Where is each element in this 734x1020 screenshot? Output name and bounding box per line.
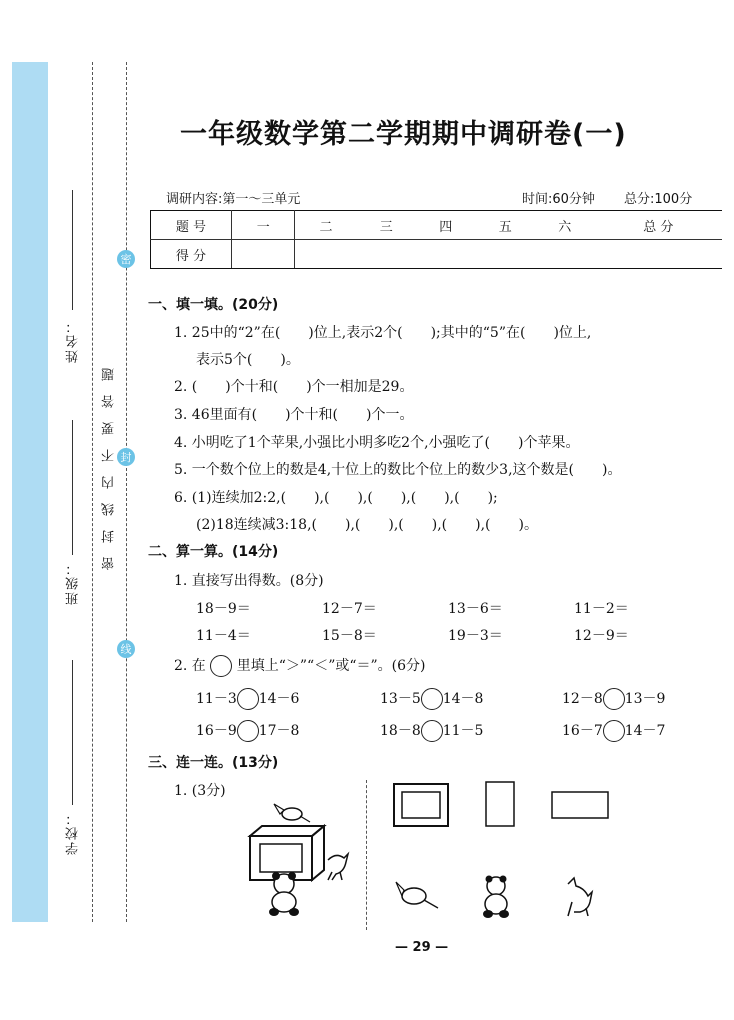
compare-right: 17－8	[258, 723, 300, 739]
section-heading: 三、连一连。(13分)	[148, 755, 279, 771]
cut-line	[92, 62, 93, 922]
compare-item	[196, 688, 299, 710]
bird-icon	[396, 882, 438, 908]
compare-right: 11－5	[442, 723, 484, 739]
compare-left: 11－3	[196, 691, 237, 707]
dog-icon	[568, 878, 592, 916]
table-header: 五	[476, 211, 536, 240]
seal-line	[126, 62, 127, 922]
compare-item	[562, 688, 665, 710]
question-line: 4. 小明吃了1个苹果,小强比小明多吃2个,小强吃了( )个苹果。	[174, 435, 580, 451]
compare-blank[interactable]	[603, 720, 625, 742]
calc-item: 11－2＝	[574, 601, 629, 617]
table-header: 四	[416, 211, 476, 240]
table-header: 六	[535, 211, 595, 240]
divider	[366, 780, 367, 930]
section-heading: 二、算一算。(14分)	[148, 544, 279, 560]
compare-item	[196, 720, 299, 742]
side-view-icon	[486, 782, 514, 826]
compare-blank[interactable]	[421, 720, 443, 742]
calc-item: 12－7＝	[322, 601, 377, 617]
question-line: 1. 25中的“2”在( )位上,表示2个( );其中的“5”在( )位上,	[174, 325, 592, 341]
score-cell[interactable]	[295, 240, 722, 269]
compare-right: 13－9	[624, 691, 666, 707]
compare-blank[interactable]	[237, 688, 259, 710]
dog-icon	[328, 854, 348, 880]
exam-time: 时间:60分钟	[522, 192, 595, 207]
name-line	[72, 190, 73, 310]
top-view-icon	[552, 792, 608, 818]
compare-right: 14－6	[258, 691, 300, 707]
panda-icon	[483, 876, 509, 919]
question-line: 1. 直接写出得数。(8分)	[174, 573, 324, 589]
question-line: 5. 一个数个位上的数是4,十位上的数比个位上的数少3,这个数是( )。	[174, 462, 622, 478]
question-line: 3. 46里面有( )个十和( )个一。	[174, 407, 414, 423]
front-view-icon	[394, 784, 448, 826]
compare-item	[380, 720, 483, 742]
calc-item: 19－3＝	[448, 628, 503, 644]
bird-icon	[274, 804, 310, 822]
viewer-animals	[392, 874, 604, 920]
compare-circle-icon	[210, 655, 232, 677]
compare-right: 14－8	[442, 691, 484, 707]
table-row-label: 得 分	[151, 240, 232, 269]
school-label: 学校：	[66, 810, 81, 855]
question-line: (2)18连续减3:18,( ),( ),( ),( ),( )。	[196, 517, 538, 533]
compare-blank[interactable]	[421, 688, 443, 710]
table-header: 二	[295, 211, 357, 240]
seal-mark-1: 密	[117, 250, 135, 268]
question-text: 2. 在	[174, 658, 206, 674]
compare-item	[380, 688, 483, 710]
question-line: 表示5个( )。	[196, 352, 300, 368]
compare-left: 13－5	[380, 691, 421, 707]
calc-item: 15－8＝	[322, 628, 377, 644]
class-line	[72, 420, 73, 555]
exam-scope: 调研内容:第一～三单元	[166, 192, 301, 207]
panda-icon	[269, 872, 299, 916]
view-shapes	[388, 780, 614, 830]
name-label: 姓名：	[66, 318, 81, 363]
section-heading: 一、填一填。(20分)	[148, 297, 279, 313]
compare-item	[562, 720, 665, 742]
calc-item: 18－9＝	[196, 601, 251, 617]
question-text: 里填上“＞”“＜”或“＝”。(6分)	[236, 658, 426, 674]
seal-notice: 密封线内不要答题	[102, 354, 117, 570]
scene-picture	[240, 800, 358, 920]
table-header: 一	[232, 211, 295, 240]
compare-right: 14－7	[624, 723, 666, 739]
school-line	[72, 660, 73, 805]
table-header: 三	[356, 211, 416, 240]
table-row-label: 题 号	[151, 211, 232, 240]
calc-item: 11－4＝	[196, 628, 251, 644]
question-line: 2. ( )个十和( )个一相加是29。	[174, 379, 414, 395]
score-cell[interactable]	[232, 240, 295, 269]
compare-left: 12－8	[562, 691, 603, 707]
seal-mark-2: 封	[117, 448, 135, 466]
compare-blank[interactable]	[237, 720, 259, 742]
calc-item: 13－6＝	[448, 601, 503, 617]
page-title: 一年级数学第二学期期中调研卷(一)	[180, 119, 627, 150]
box-icon	[250, 826, 324, 880]
page-number: — 29 —	[395, 940, 449, 955]
table-header: 总 分	[595, 211, 722, 240]
exam-total: 总分:100分	[624, 192, 693, 207]
question-line: 1. (3分)	[174, 783, 226, 799]
compare-left: 16－9	[196, 723, 237, 739]
class-label: 班级：	[66, 560, 81, 605]
question-line: 6. (1)连续加2:2,( ),( ),( ),( ),( );	[174, 490, 498, 506]
compare-blank[interactable]	[603, 688, 625, 710]
seal-mark-3: 线	[117, 640, 135, 658]
calc-item: 12－9＝	[574, 628, 629, 644]
binding-strip	[12, 62, 48, 922]
score-table	[150, 210, 722, 269]
compare-left: 16－7	[562, 723, 603, 739]
compare-left: 18－8	[380, 723, 421, 739]
question-line	[174, 655, 426, 677]
